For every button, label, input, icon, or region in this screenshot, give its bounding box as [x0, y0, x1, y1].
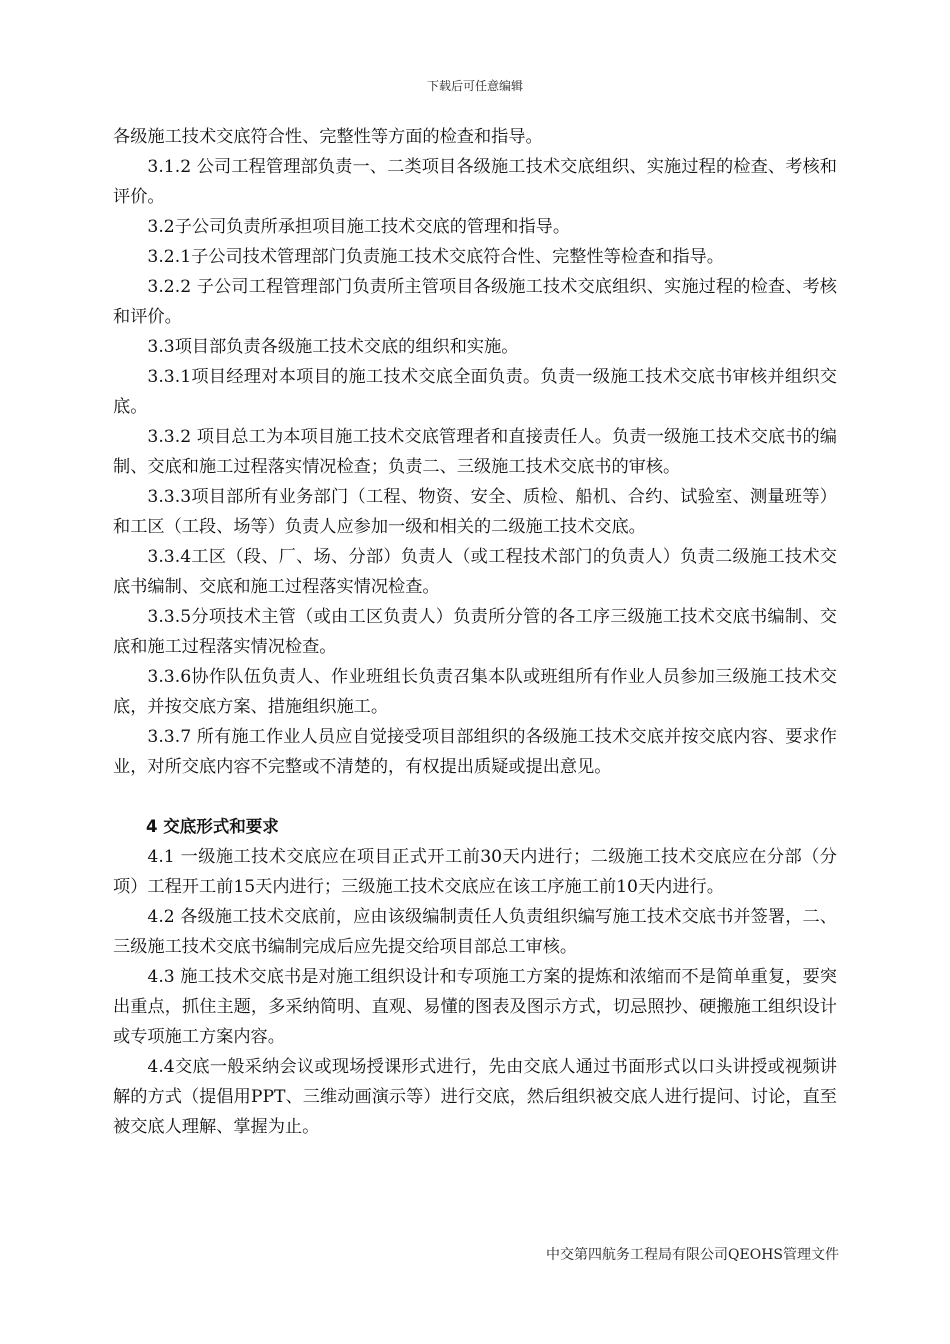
page-footer: 中交第四航务工程局有限公司QEOHS管理文件	[546, 1247, 839, 1263]
paragraph-3-3: 3.3项目部负责各级施工技术交底的组织和实施。	[147, 337, 519, 357]
paragraph-4-4: 4.4交底一般采纳会议或现场授课形式进行，先由交底人通过书面形式以口头讲授或视频讲解的方式（提倡用PPT、三维动画演示等）进行交底，然后组织被交底人进行提问、讨论，直至被交底人理解、掌握为止。	[113, 1057, 837, 1137]
page-header: 下载后可任意编辑	[426, 79, 523, 93]
paragraph-3-1-2: 3.1.2 公司工程管理部负责一、二类项目各级施工技术交底组织、实施过程的检查、考核和评价。	[113, 157, 837, 207]
paragraph-3-3-6: 3.3.6协作队伍负责人、作业班组长负责召集本队或班组所有作业人员参加三级施工技术交底，并按交底方案、措施组织施工。	[113, 667, 837, 717]
paragraph-3-2: 3.2子公司负责所承担项目施工技术交底的管理和指导。	[147, 217, 571, 237]
section-4-title: 4 交底形式和要求	[146, 817, 279, 836]
paragraph-3-3-1: 3.3.1项目经理对本项目的施工技术交底全面负责。负责一级施工技术交底书审核并组织交底。	[113, 367, 837, 417]
paragraph-continuation: 各级施工技术交底符合性、完整性等方面的检查和指导。	[113, 127, 543, 147]
section-spacer	[113, 782, 837, 812]
paragraph-4-2: 4.2 各级施工技术交底前，应由该级编制责任人负责组织编写施工技术交底书并签署，二、三级施工技术交底书编制完成后应先提交给项目部总工审核。	[113, 907, 837, 957]
paragraph-4-3: 4.3 施工技术交底书是对施工组织设计和专项施工方案的提炼和浓缩而不是简单重复，要突出重点，抓住主题，多采纳简明、直观、易懂的图表及图示方式，切忌照抄、硬搬施工组织设计或专项施工方案内容。	[113, 967, 837, 1047]
paragraph-3-3-5: 3.3.5分项技术主管（或由工区负责人）负责所分管的各工序三级施工技术交底书编制、交底和施工过程落实情况检查。	[113, 607, 837, 657]
paragraph-3-3-2: 3.3.2 项目总工为本项目施工技术交底管理者和直接责任人。负责一级施工技术交底书的编制、交底和施工过程落实情况检查；负责二、三级施工技术交底书的审核。	[113, 427, 837, 477]
paragraph-3-2-2: 3.2.2 子公司工程管理部门负责所主管项目各级施工技术交底组织、实施过程的检查、考核和评价。	[113, 277, 837, 327]
paragraph-3-2-1: 3.2.1子公司技术管理部门负责施工技术交底符合性、完整性等检查和指导。	[147, 247, 724, 267]
paragraph-3-3-4: 3.3.4工区（段、厂、场、分部）负责人（或工程技术部门的负责人）负责二级施工技术交底书编制、交底和施工过程落实情况检查。	[113, 547, 837, 597]
paragraph-3-3-3: 3.3.3项目部所有业务部门（工程、物资、安全、质检、船机、合约、试验室、测量班等）和工区（工段、场等）负责人应参加一级和相关的二级施工技术交底。	[113, 487, 837, 537]
paragraph-3-3-7: 3.3.7 所有施工作业人员应自觉接受项目部组织的各级施工技术交底并按交底内容、要求作业，对所交底内容不完整或不清楚的，有权提出质疑或提出意见。	[113, 727, 837, 777]
document-body	[113, 122, 837, 1142]
paragraph-4-1: 4.1 一级施工技术交底应在项目正式开工前30天内进行；二级施工技术交底应在分部（分项）工程开工前15天内进行；三级施工技术交底应在该工序施工前10天内进行。	[113, 847, 837, 897]
